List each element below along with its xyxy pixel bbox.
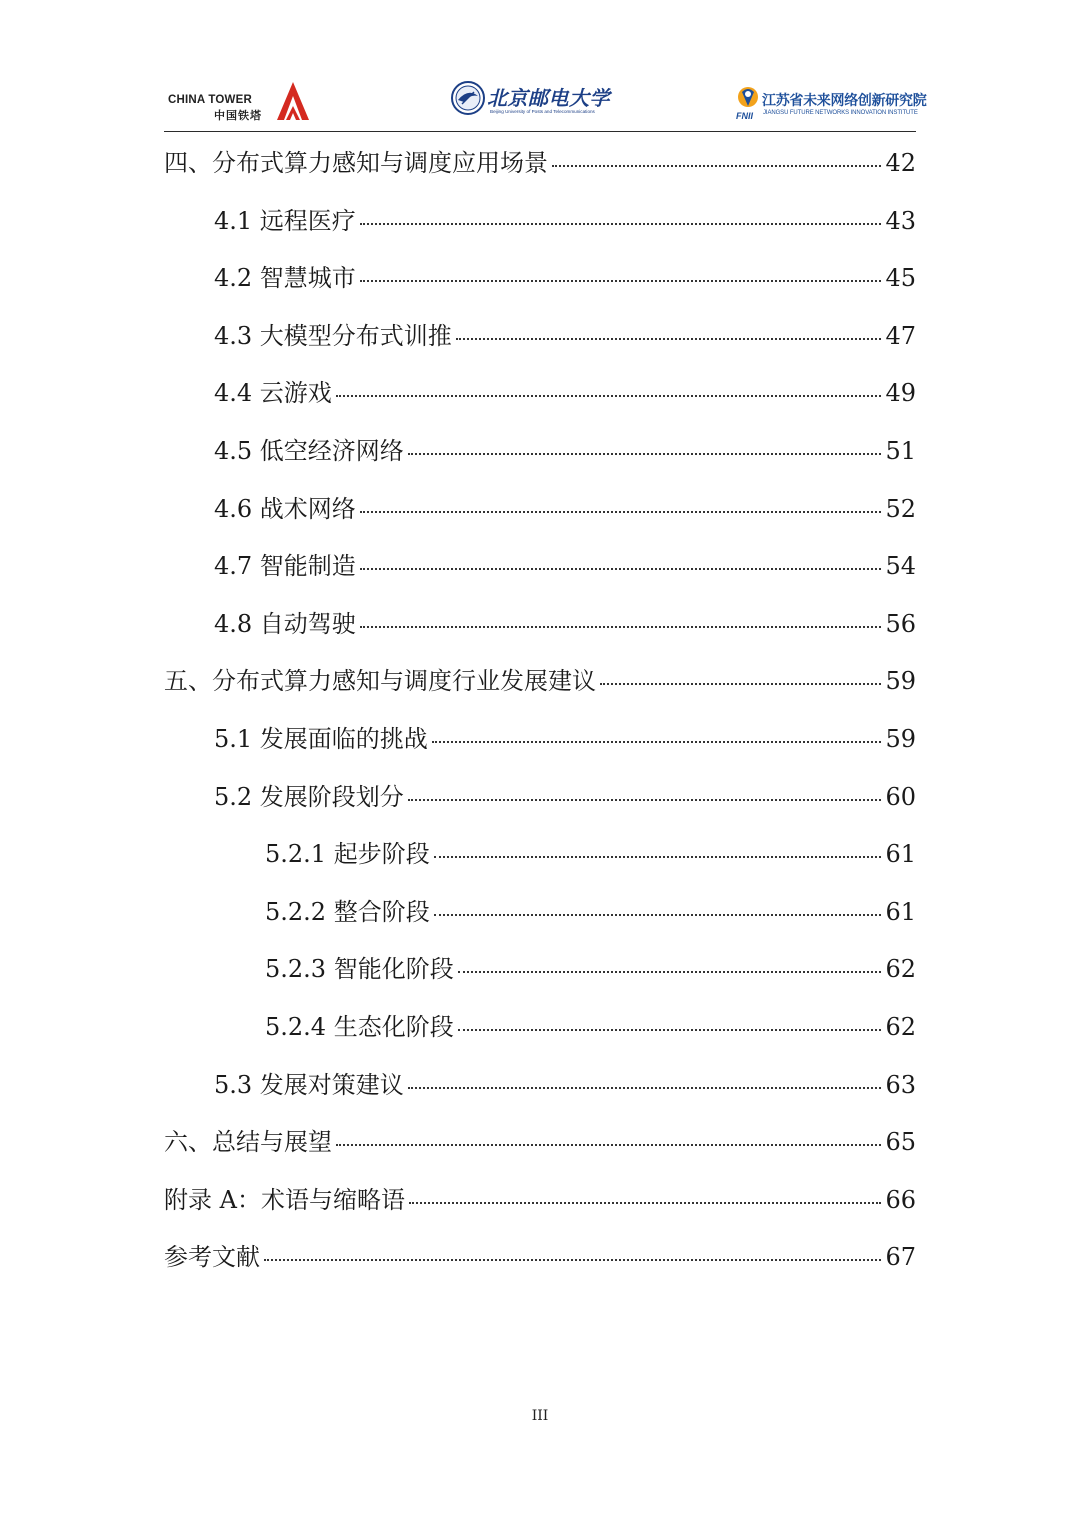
toc-entry-title: 4.5 低空经济网络: [214, 437, 404, 465]
toc-entry[interactable]: [214, 1063, 916, 1107]
toc-entry-page: 59: [885, 667, 916, 696]
toc-entry-page: 65: [885, 1128, 916, 1157]
toc-entry-page: 43: [885, 206, 916, 235]
toc-entry-title: 四、分布式算力感知与调度应用场景: [164, 149, 548, 177]
toc-entry-page: 61: [885, 840, 916, 869]
toc-entry-title: 4.8 自动驾驶: [214, 609, 356, 638]
toc-entry-page: 54: [885, 552, 916, 581]
toc-entry[interactable]: [265, 947, 916, 991]
toc-dot-leader: [408, 453, 882, 455]
toc-entry-page: 51: [885, 437, 916, 465]
toc-entry-page: 49: [885, 379, 916, 408]
toc-entry-page: 47: [885, 321, 916, 350]
toc-entry-title: 附录 A：术语与缩略语: [164, 1185, 405, 1214]
toc-dot-leader: [409, 1202, 881, 1204]
toc-entry-page: 59: [885, 725, 916, 753]
toc-entry-title: 5.2.2 整合阶段: [265, 897, 430, 926]
toc-dot-leader: [336, 1144, 881, 1146]
toc-entry[interactable]: [164, 1178, 916, 1222]
toc-dot-leader: [360, 511, 882, 513]
toc-entry[interactable]: [164, 659, 916, 703]
toc-entry[interactable]: [214, 717, 916, 761]
toc-entry[interactable]: [214, 256, 916, 300]
toc-entry-title: 4.4 云游戏: [214, 379, 332, 408]
toc-entry-title: 5.2.1 起步阶段: [265, 840, 430, 869]
toc-entry[interactable]: [265, 890, 916, 934]
toc-entry-title: 5.2.4 生态化阶段: [265, 1013, 454, 1041]
page-number: III: [531, 1408, 549, 1424]
toc-dot-leader: [360, 223, 882, 225]
toc-entry[interactable]: [214, 487, 916, 531]
toc-entry-title: 5.2 发展阶段划分: [214, 782, 404, 811]
toc-entry-page: 45: [885, 264, 916, 293]
bupt-logo: [450, 76, 610, 124]
toc-entry-page: 62: [885, 955, 916, 984]
toc-entry-title: 5.3 发展对策建议: [214, 1070, 404, 1099]
toc-entry-page: 67: [885, 1243, 916, 1272]
bupt-logo-en: Beijing University of Posts and Telecommunications: [490, 109, 595, 114]
page-header: [164, 72, 927, 132]
toc-dot-leader: [434, 914, 882, 916]
toc-entry[interactable]: [214, 314, 916, 358]
toc-entry[interactable]: [164, 1120, 916, 1164]
toc-dot-leader: [360, 626, 882, 628]
toc-dot-leader: [432, 741, 882, 743]
toc-dot-leader: [552, 165, 881, 167]
toc-entry-title: 4.7 智能制造: [214, 552, 356, 581]
toc-entry-title: 4.6 战术网络: [214, 494, 356, 523]
toc-dot-leader: [408, 799, 882, 801]
fnii-logo-en: JIANGSU FUTURE NETWORKS INNOVATION INSTITUTE: [763, 110, 918, 116]
china-tower-logo: [168, 82, 308, 124]
toc-entry[interactable]: [214, 602, 916, 646]
toc-entry[interactable]: [214, 544, 916, 588]
china-tower-logo-en: CHINA TOWER: [168, 94, 252, 106]
toc-entry[interactable]: [214, 775, 916, 819]
toc-entry[interactable]: [265, 832, 916, 876]
fnii-mark-icon: [736, 84, 760, 110]
toc-entry[interactable]: [265, 1005, 916, 1049]
toc-dot-leader: [434, 856, 882, 858]
toc-entry-page: 60: [885, 782, 916, 811]
toc-dot-leader: [458, 1029, 882, 1031]
toc-entry-title: 五、分布式算力感知与调度行业发展建议: [164, 667, 596, 696]
toc-entry-title: 4.3 大模型分布式训推: [214, 321, 452, 350]
toc-entry-page: 66: [885, 1185, 916, 1214]
toc-entry-page: 63: [885, 1070, 916, 1099]
toc-entry[interactable]: [164, 1235, 916, 1279]
bupt-emblem-icon: [450, 80, 486, 116]
fnii-logo-abbr: FNII: [736, 111, 753, 121]
toc-entry-title: 六、总结与展望: [164, 1128, 332, 1157]
toc-entry-title: 5.1 发展面临的挑战: [214, 725, 428, 753]
toc-entry-page: 56: [885, 609, 916, 638]
china-tower-logo-zh: 中国铁塔: [214, 109, 262, 122]
bupt-logo-zh: 北京邮电大学: [487, 86, 610, 110]
header-divider: [164, 131, 916, 132]
toc-dot-leader: [264, 1259, 881, 1261]
toc-dot-leader: [336, 395, 882, 397]
toc-entry-title: 4.2 智慧城市: [214, 264, 356, 293]
toc-entry-page: 62: [885, 1013, 916, 1041]
toc-entry-title: 参考文献: [164, 1243, 260, 1272]
toc-dot-leader: [408, 1087, 882, 1089]
toc-entry-title: 4.1 远程医疗: [214, 206, 356, 235]
toc-dot-leader: [458, 971, 882, 973]
toc-entry-page: 42: [885, 149, 916, 177]
fnii-logo-zh: 江苏省未来网络创新研究院: [762, 93, 927, 109]
toc-entry-page: 61: [885, 897, 916, 926]
toc-entry[interactable]: [214, 371, 916, 415]
toc-dot-leader: [360, 280, 882, 282]
toc-entry-page: 52: [885, 494, 916, 523]
fnii-logo: [736, 80, 927, 124]
toc-entry[interactable]: [214, 199, 916, 243]
toc-dot-leader: [360, 568, 882, 570]
china-tower-mark-icon: [277, 82, 309, 122]
toc-dot-leader: [456, 338, 882, 340]
toc-entry[interactable]: [214, 429, 916, 473]
toc-entry-title: 5.2.3 智能化阶段: [265, 955, 454, 984]
toc-entry[interactable]: [164, 141, 916, 185]
toc-dot-leader: [600, 683, 881, 685]
